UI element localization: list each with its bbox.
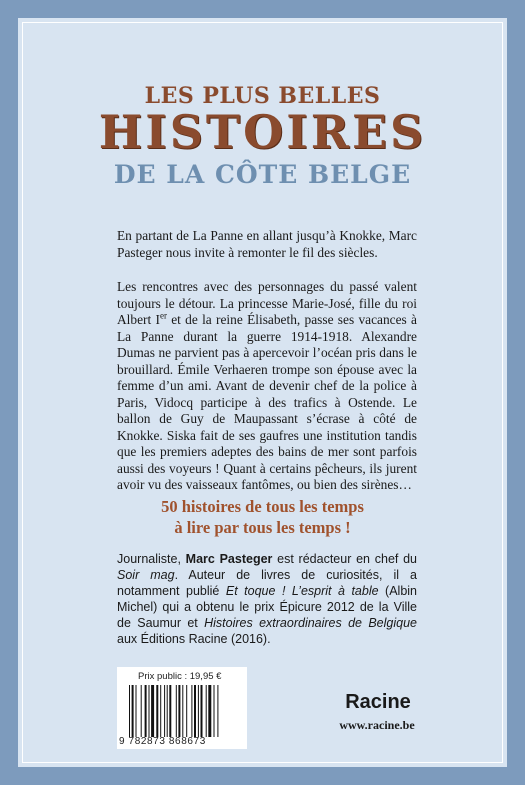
barcode-bar	[176, 685, 177, 737]
barcode-bar	[151, 685, 154, 737]
title-line-3: DE LA CÔTE BELGE	[113, 160, 412, 189]
barcode-bar	[169, 685, 171, 737]
barcode-bar	[132, 685, 134, 737]
price-label: Prix public : 19,95 €	[138, 671, 222, 682]
barcode-bar	[141, 685, 142, 737]
book-title	[0, 84, 525, 190]
barcode-bar	[164, 685, 165, 737]
barcode	[117, 667, 247, 749]
body-text-b: et de la reine Élisabeth, passe ses vacances à La Panne durant la guerre 1914-1918. Alexandre Dumas ne parvient pas à apercevoir l’océan pris dans le brouillard. Émile Verhaeren trompe son épouse avec la femme d’un ami. Avant de devenir chef de la police à Paris, Vidocq participe à des trafics à Ostende. Le ballon de Guy de Maupassant s’écrase à côté de Knokke. Siska fait de ses gaufres une institution tandis que les premiers adeptes des bains de mer sont parfois aussi des voyeurs ! Quant à certains pêcheurs, ils jurent avoir vu des vaisseaux fantômes, ou bien des sirènes…	[117, 312, 417, 492]
barcode-bar	[194, 685, 196, 737]
barcode-bar	[186, 685, 187, 737]
barcode-bar	[160, 685, 161, 737]
author-bio	[117, 551, 417, 647]
barcode-bar	[145, 685, 147, 737]
barcode-bar	[191, 685, 192, 737]
author-name: Marc Pasteger	[185, 552, 273, 566]
barcode-bar	[178, 685, 180, 737]
bio-text: Journaliste,	[117, 552, 186, 566]
barcode-bar	[201, 685, 203, 737]
body-paragraph	[117, 279, 417, 494]
bio-text: est rédacteur en chef du	[272, 552, 418, 566]
isbn-digits: 9 782873 868673	[119, 736, 206, 747]
barcode-bar	[129, 685, 130, 737]
body-text-a: Les rencontres avec des personnages du passé valent toujours le détour. La princesse Marie-José, fille du roi Albert I	[117, 279, 417, 327]
title-line-1: LES PLUS BELLES	[144, 83, 381, 109]
highlight-tagline	[100, 496, 425, 538]
bio-text: aux Éditions Racine (2016).	[117, 632, 271, 646]
bio-text: (Albin Michel) qui a obtenu le prix Épicure 2012 de la Ville de Saumur et	[117, 584, 417, 630]
barcode-bar	[182, 685, 183, 737]
bio-title-italic: Et toque ! L’esprit à table	[225, 584, 379, 598]
barcode-bar	[214, 685, 215, 737]
highlight-line-1: 50 histoires de tous les temps	[161, 497, 364, 516]
barcode-bar	[136, 685, 137, 737]
barcode-bar	[206, 685, 207, 737]
body-superscript: er	[159, 310, 167, 321]
barcode-bar	[217, 685, 218, 737]
highlight-line-2: à lire par tous les temps !	[174, 518, 351, 537]
barcode-bar	[167, 685, 168, 737]
publisher-website[interactable]: www.racine.be	[339, 718, 415, 732]
bio-title-italic: Soir mag	[117, 568, 175, 582]
bio-text: . Auteur de livres de curiosités, il a notamment publié	[117, 568, 417, 598]
title-line-2: HISTOIRES	[98, 105, 427, 159]
barcode-bar	[198, 685, 199, 737]
barcode-bars	[129, 685, 241, 737]
barcode-bar	[208, 685, 211, 737]
publisher-logo: Racine	[345, 691, 411, 713]
bio-title-italic: Histoires extraordinaires de Belgique	[204, 616, 417, 630]
barcode-bar	[149, 685, 150, 737]
intro-paragraph: En partant de La Panne en allant jusqu’à Knokke, Marc Pasteger nous invite à remonter le fil des siècles.	[117, 228, 417, 260]
barcode-bar	[156, 685, 158, 737]
